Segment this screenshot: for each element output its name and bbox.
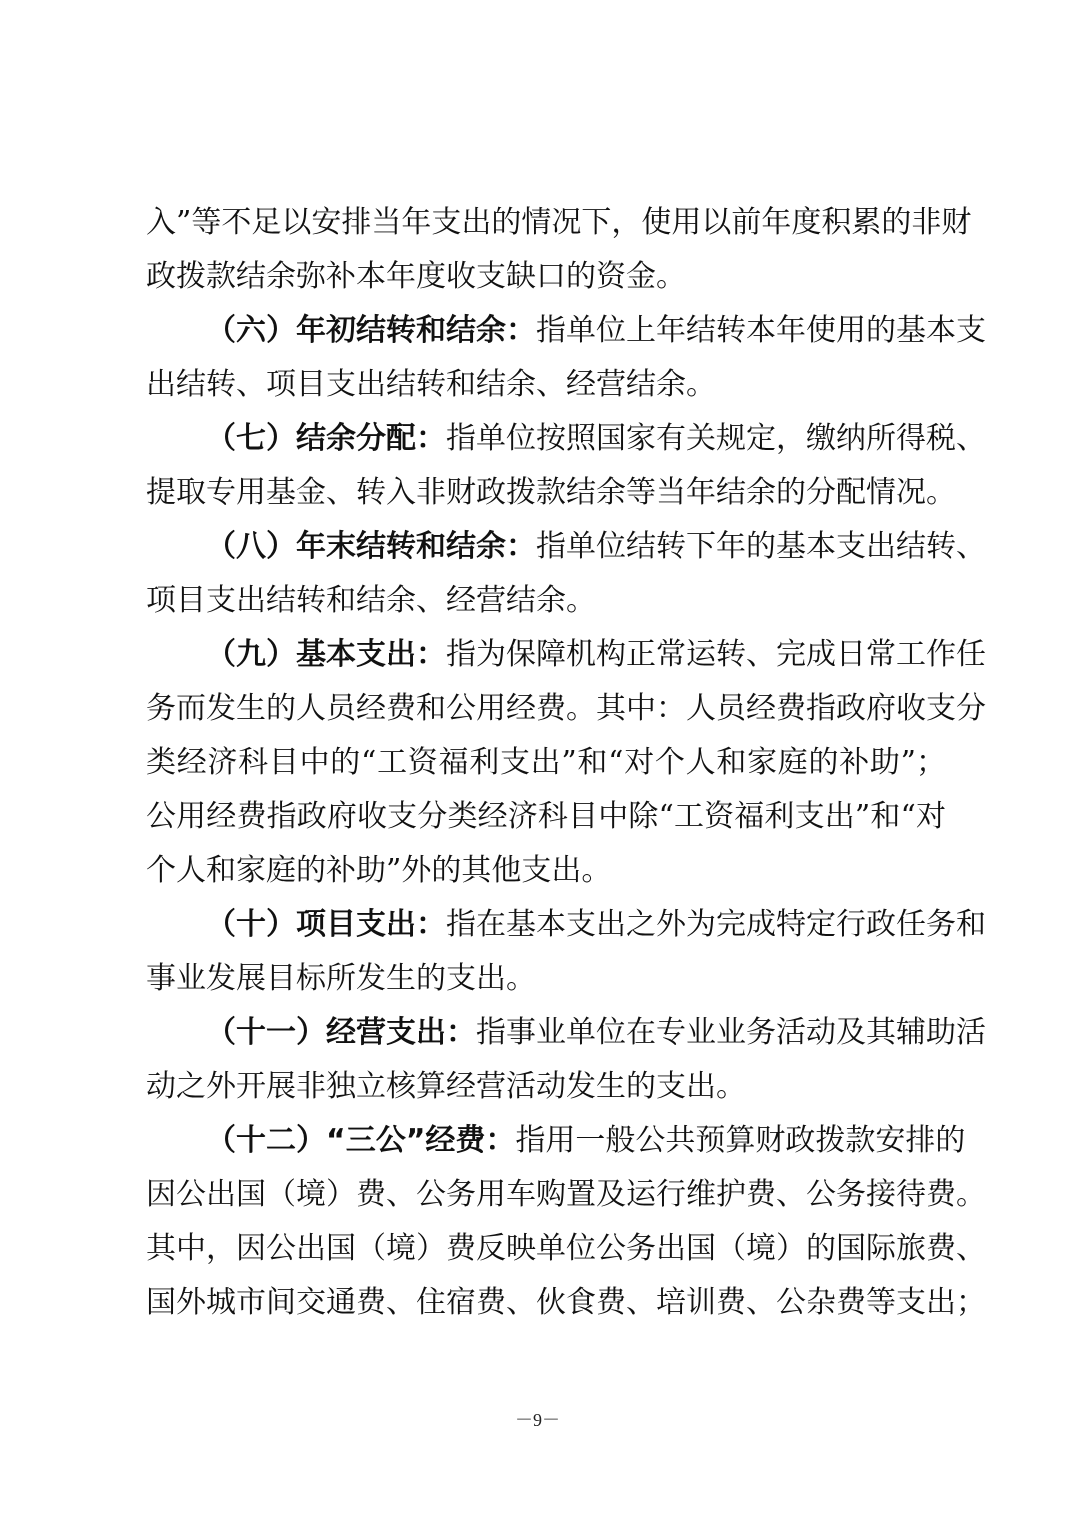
definition-text: 指为保障机构正常运转、完成日常工作任 [446, 637, 986, 672]
body-text-line: 出结转、项目支出结转和结余、经营结余。 [146, 367, 716, 402]
definition-term: （七）结余分配： [206, 421, 446, 456]
definition-text: 指事业单位在专业业务活动及其辅助活 [476, 1015, 986, 1050]
definition-heading-line [206, 1121, 966, 1161]
definition-term: （十）项目支出： [206, 907, 446, 942]
body-text-line: 因公出国（境）费、公务用车购置及运行维护费、公务接待费。 [146, 1177, 986, 1212]
definition-term: （十二）“三公”经费： [206, 1123, 516, 1158]
definition-heading-line [206, 905, 986, 945]
definition-term: （十一）经营支出： [206, 1015, 476, 1050]
definition-term: （八）年末结转和结余： [206, 529, 536, 564]
body-text-line: 类经济科目中的“工资福利支出”和“对个人和家庭的补助”； [146, 745, 946, 780]
body-text-line: 政拨款结余弥补本年度收支缺口的资金。 [146, 259, 686, 294]
definition-heading-line [206, 1013, 986, 1053]
page-number: －9－ [515, 1410, 560, 1430]
body-text-line: 其中，因公出国（境）费反映单位公务出国（境）的国际旅费、 [146, 1231, 986, 1266]
definition-heading-line [206, 527, 986, 567]
definition-heading-line [206, 311, 986, 351]
body-text-line: 动之外开展非独立核算经营活动发生的支出。 [146, 1069, 746, 1104]
definition-text: 指用一般公共预算财政拨款安排的 [515, 1123, 966, 1158]
body-text-line: 事业发展目标所发生的支出。 [146, 961, 536, 996]
body-text-line: 提取专用基金、转入非财政拨款结余等当年结余的分配情况。 [146, 475, 956, 510]
definition-text: 指单位结转下年的基本支出结转、 [536, 529, 986, 564]
definition-heading-line [206, 635, 986, 675]
definition-text: 指单位上年结转本年使用的基本支 [536, 313, 986, 348]
definition-text: 指在基本支出之外为完成特定行政任务和 [446, 907, 986, 942]
body-text-line: 项目支出结转和结余、经营结余。 [146, 583, 596, 618]
body-text-line: 入”等不足以安排当年支出的情况下，使用以前年度积累的非财 [146, 205, 972, 240]
body-text-line: 务而发生的人员经费和公用经费。其中：人员经费指政府收支分 [146, 691, 986, 726]
body-text-line: 国外城市间交通费、住宿费、伙食费、培训费、公杂费等支出； [146, 1285, 986, 1320]
body-text-line: 个人和家庭的补助”外的其他支出。 [146, 853, 612, 888]
definition-text: 指单位按照国家有关规定，缴纳所得税、 [446, 421, 986, 456]
definition-term: （九）基本支出： [206, 637, 446, 672]
definition-heading-line [206, 419, 986, 459]
definition-term: （六）年初结转和结余： [206, 313, 536, 348]
body-text-line: 公用经费指政府收支分类经济科目中除“工资福利支出”和“对 [146, 799, 946, 834]
